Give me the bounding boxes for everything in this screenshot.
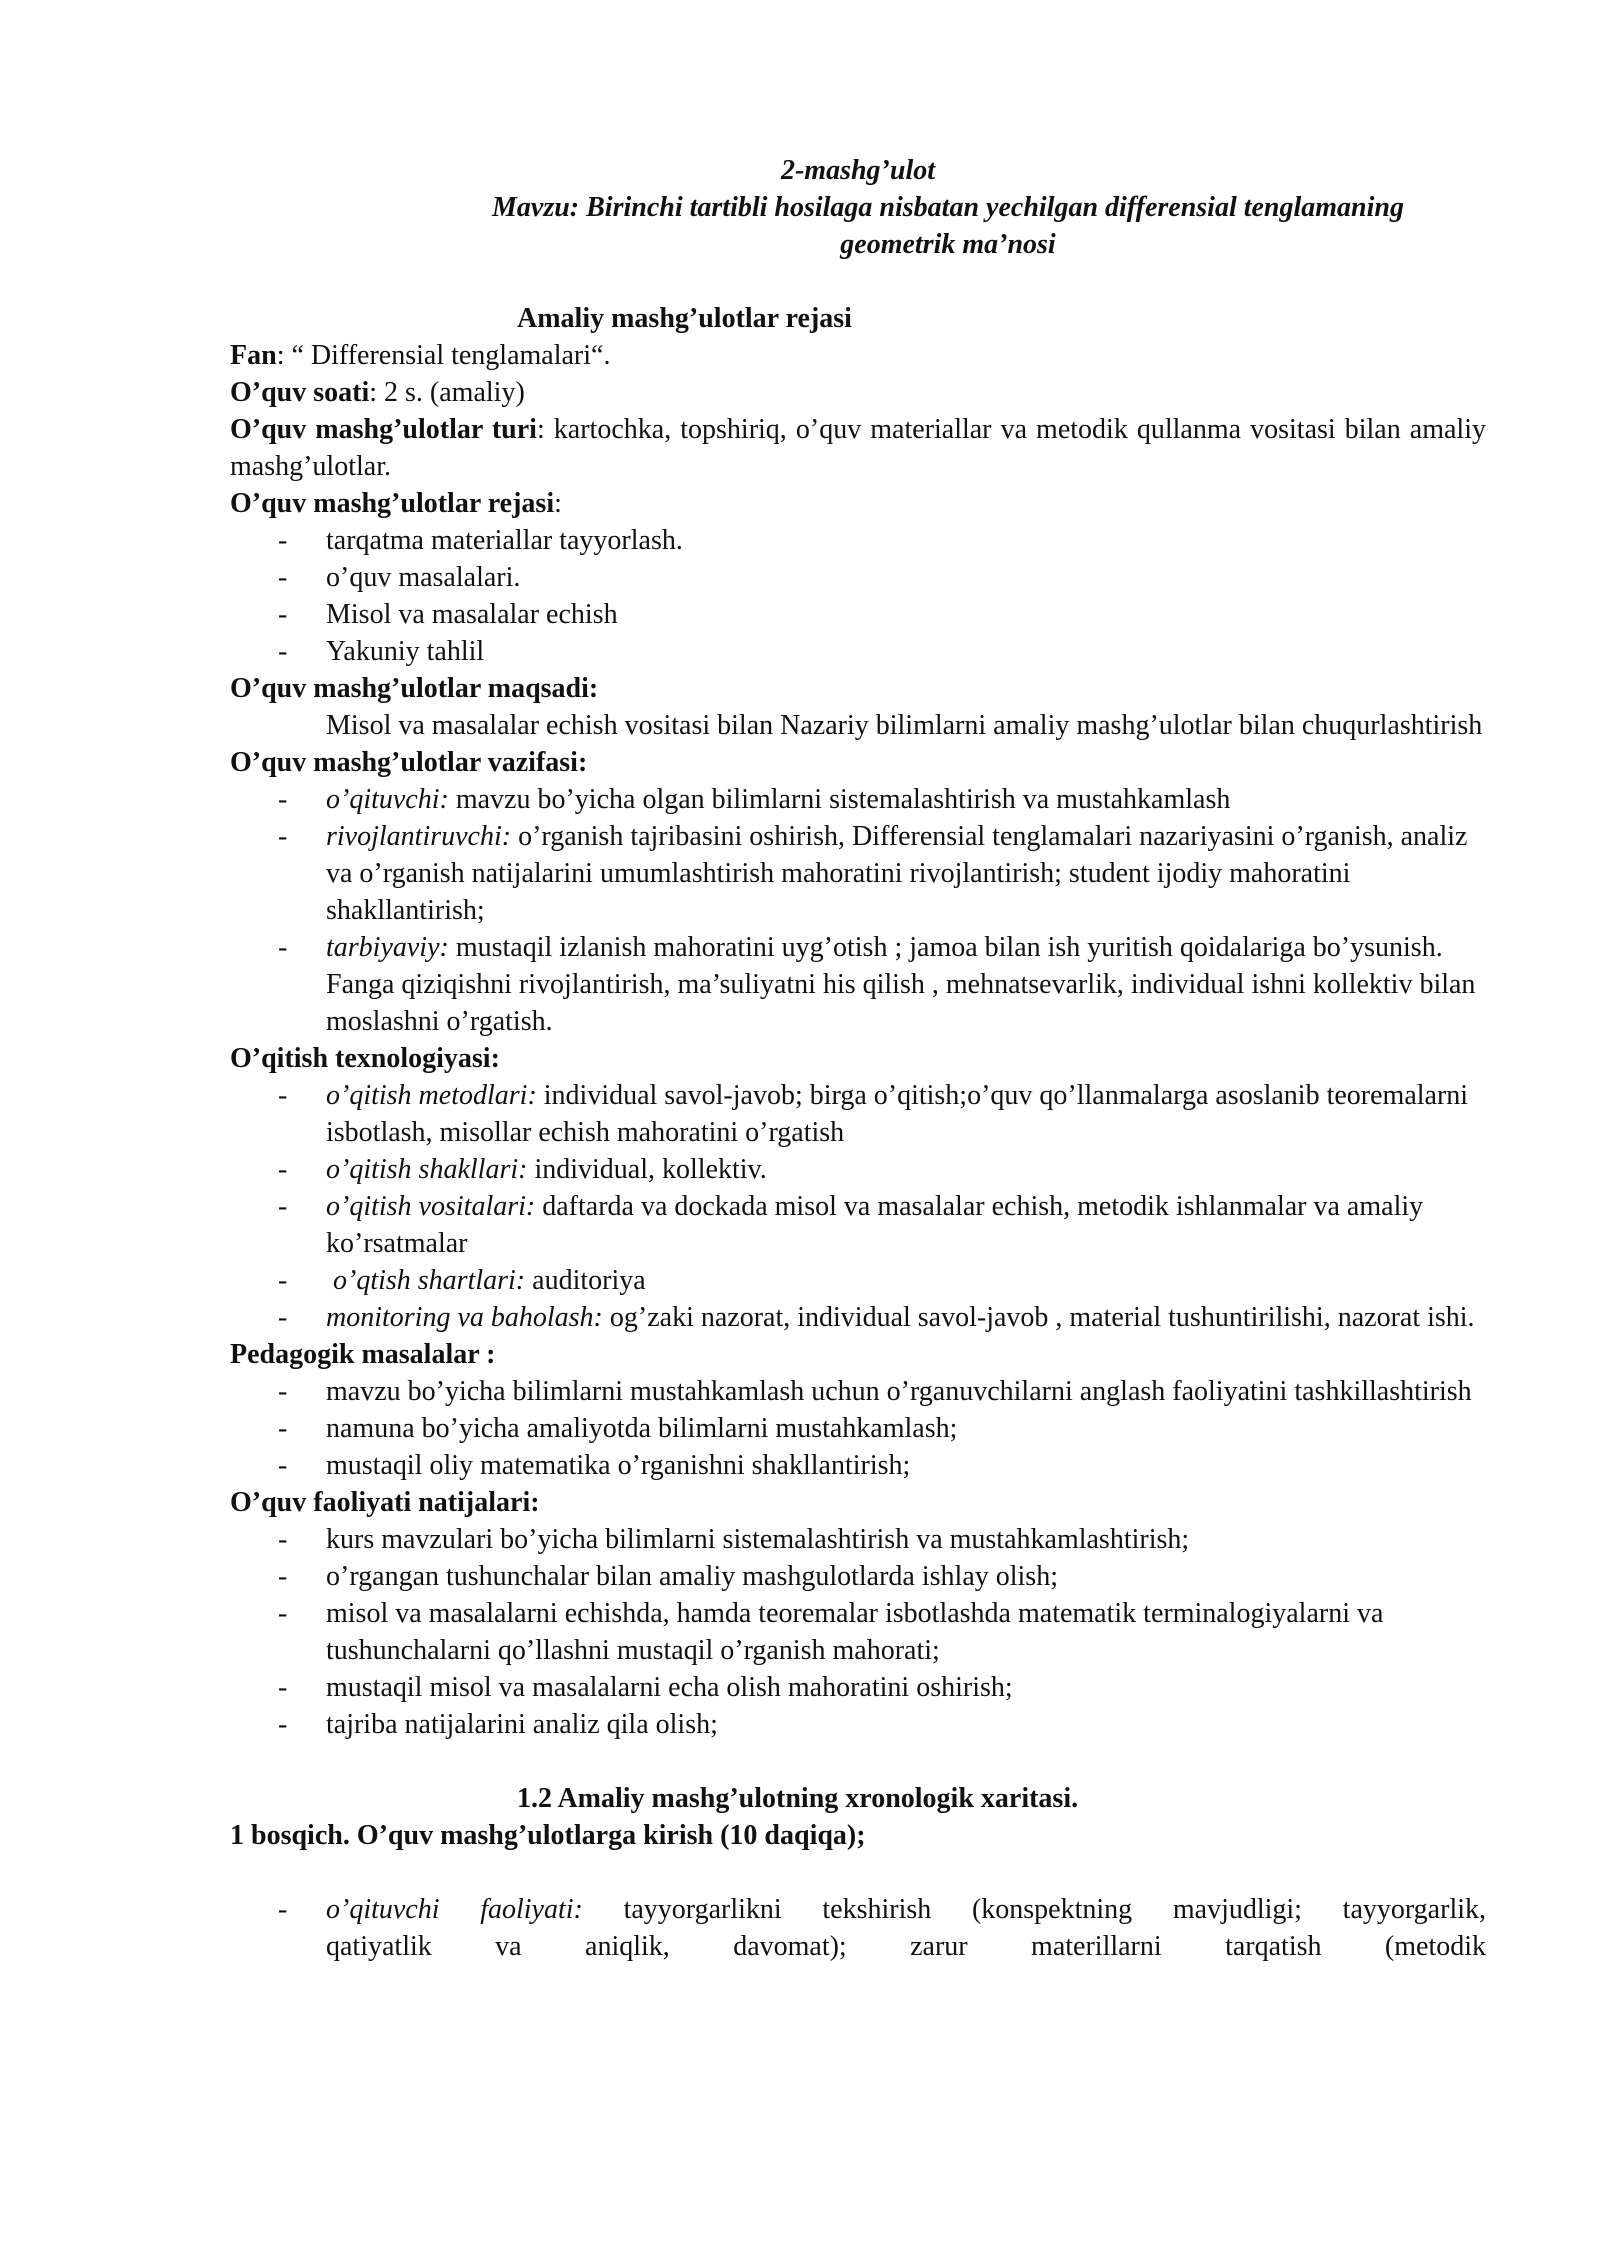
list-item — [230, 522, 1486, 559]
list-item-text: daftarda va dockada misol va masalalar echish, metodik ishlanmalar va amaliy ko’rsatmalar — [326, 1191, 1424, 1259]
texnologiya-heading: O’qitish texnologiyasi: — [230, 1043, 500, 1074]
rejasi-list — [230, 522, 1486, 670]
pedagogik-heading: Pedagogik masalalar : — [230, 1339, 496, 1370]
list-item-term: monitoring va baholash: — [326, 1302, 603, 1333]
list-item-text: mustaqil misol va masalalarni echa olish mahoratini oshirish; — [326, 1672, 1013, 1703]
list-item — [230, 1558, 1486, 1595]
dash-mark: - — [278, 1302, 288, 1333]
list-item-term: o’qituvchi faoliyati: — [326, 1894, 583, 1925]
list-item-text: o’rganish tajribasini oshirish, Differensial tenglamalari nazariyasini o’rganish, analiz va o’rganish natijalarini umumlashtirish mahoratini rivojlantirish; student ijodiy mahoratini shakllantirish; — [326, 821, 1468, 926]
list-item-term: o’qtish shartlari: — [326, 1265, 526, 1296]
list-item — [230, 1188, 1486, 1262]
soat-label: O’quv soati — [230, 377, 370, 408]
dash-mark: - — [278, 1709, 288, 1740]
fan-label: Fan — [230, 340, 277, 371]
vazifasi-heading: O’quv mashg’ulotlar vazifasi: — [230, 747, 588, 778]
list-item-text: kurs mavzulari bo’yicha bilimlarni sistemalashtirish va mustahkamlashtirish; — [326, 1524, 1190, 1555]
list-item-text: og’zaki nazorat, individual savol-javob , material tushuntirilishi, nazorat ishi. — [602, 1302, 1475, 1333]
list-item-text: namuna bo’yicha amaliyotda bilimlarni mustahkamlash; — [326, 1413, 958, 1444]
soat-line — [230, 374, 1486, 411]
list-item-text: mavzu bo’yicha bilimlarni mustahkamlash uchun o’rganuvchilarni anglash faoliyatini tashkillashtirish — [326, 1376, 1472, 1407]
list-item — [230, 1373, 1486, 1410]
rejasi-label: O’quv mashg’ulotlar rejasi — [230, 488, 555, 519]
dash-mark: - — [278, 1672, 288, 1703]
list-item — [230, 1447, 1486, 1484]
dash-mark: - — [278, 784, 288, 815]
dash-mark: - — [278, 1265, 288, 1296]
maqsadi-text: Misol va masalalar echish vositasi bilan Nazariy bilimlarni amaliy mashg’ulotlar bilan chuqurlashtirish — [326, 710, 1483, 741]
list-item-text: o’quv masalalari. — [326, 562, 521, 593]
dash-mark: - — [278, 932, 288, 963]
dash-mark: - — [278, 1080, 288, 1111]
list-item-term: o’qituvchi: — [326, 784, 449, 815]
dash-mark: - — [278, 1191, 288, 1222]
bosqich-1-heading: 1 bosqich. O’quv mashg’ulotlarga kirish (10 daqiqa); — [230, 1820, 866, 1851]
list-item — [230, 818, 1486, 929]
fan-value: : “ Differensial tenglamalari“. — [276, 340, 611, 371]
list-item-text: mustaqil izlanish mahoratini uyg’otish ; jamoa bilan ish yuritish qoidalariga bo’ysunish. Fanga qiziqishni rivojlantirish, ma’suliyatni his qilish , mehnatsevarlik, individual ishni kollektiv bilan moslashni o’rgatish. — [326, 932, 1476, 1037]
maqsadi-heading: O’quv mashg’ulotlar maqsadi: — [230, 673, 599, 704]
list-item-text: misol va masalalarni echishda, hamda teoremalar isbotlashda matematik terminalogiyalarni va tushunchalarni qo’llashni mustaqil o’rganish mahorati; — [326, 1598, 1384, 1666]
dash-mark: - — [278, 1376, 288, 1407]
list-item — [230, 1521, 1486, 1558]
dash-mark: - — [278, 1450, 288, 1481]
plan-title: Amaliy mashg’ulotlar rejasi — [517, 303, 852, 334]
dash-mark: - — [278, 1524, 288, 1555]
soat-value: : 2 s. (amaliy) — [369, 377, 525, 408]
list-item-term: o’qitish shakllari: — [326, 1154, 528, 1185]
list-item-term: o’qitish metodlari: — [326, 1080, 537, 1111]
list-item — [230, 1891, 1486, 1965]
list-item — [230, 633, 1486, 670]
vazifasi-list — [230, 781, 1486, 1040]
dash-mark: - — [278, 821, 288, 852]
list-item — [230, 781, 1486, 818]
list-item — [230, 1151, 1486, 1188]
list-item-term: o’qitish vositalari: — [326, 1191, 536, 1222]
list-item-text: Misol va masalalar echish — [326, 599, 618, 630]
turi-label: O’quv mashg’ulotlar turi — [230, 414, 537, 445]
list-item — [230, 1410, 1486, 1447]
topic-line-1: Mavzu: Birinchi tartibli hosilaga nisbatan yechilgan differensial tenglamaning — [492, 192, 1404, 223]
list-item-text: auditoriya — [525, 1265, 646, 1296]
list-item-text: o’rgangan tushunchalar bilan amaliy mashgulotlarda ishlay olish; — [326, 1561, 1058, 1592]
dash-mark: - — [278, 1598, 288, 1629]
texnologiya-list — [230, 1077, 1486, 1336]
turi-value: : kartochka, topshiriq, o’quv materiallar va metodik qullanma vositasi bilan amaliy mashg’ulotlar. — [230, 414, 1486, 482]
rejasi-suffix: : — [554, 488, 562, 519]
list-item-text: Yakuniy tahlil — [326, 636, 485, 667]
fan-line — [230, 337, 1486, 374]
list-item-text: tarqatma materiallar tayyorlash. — [326, 525, 683, 556]
topic-line-2: geometrik ma’nosi — [840, 229, 1056, 260]
dash-mark: - — [278, 636, 288, 667]
dash-mark: - — [278, 562, 288, 593]
list-item — [230, 1077, 1486, 1151]
natijalar-list — [230, 1521, 1486, 1743]
faoliyat-line-1 — [326, 1891, 1486, 1928]
dash-mark: - — [278, 599, 288, 630]
list-item-text: individual savol-javob; birga o’qitish;o’quv qo’llanmalarga asoslanib teoremalarni isbotlash, misollar echish mahoratini o’rgatish — [326, 1080, 1469, 1148]
faoliyat-list — [230, 1891, 1486, 1965]
list-item — [230, 1299, 1486, 1336]
turi-line — [230, 411, 1486, 485]
list-item — [230, 559, 1486, 596]
list-item-text: individual, kollektiv. — [527, 1154, 767, 1185]
list-item-text: mustaqil oliy matematika o’rganishni shakllantirish; — [326, 1450, 911, 1481]
pedagogik-list — [230, 1373, 1486, 1484]
dash-mark: - — [278, 1413, 288, 1444]
list-item — [230, 1262, 1486, 1299]
dash-mark: - — [278, 1894, 288, 1925]
dash-mark: - — [278, 1154, 288, 1185]
faoliyat-line-2: qatiyatlik va aniqlik, davomat); zarur materillarni tarqatish (metodik — [326, 1931, 1486, 1962]
xarita-title: 1.2 Amaliy mashg’ulotning xronologik xaritasi. — [517, 1783, 1079, 1814]
list-item-term: tarbiyaviy: — [326, 932, 449, 963]
rejasi-heading — [230, 485, 1486, 522]
list-item-text: tajriba natijalarini analiz qila olish; — [326, 1709, 718, 1740]
list-item — [230, 596, 1486, 633]
document-page — [230, 152, 1486, 1965]
list-item — [230, 929, 1486, 1040]
list-item — [230, 1669, 1486, 1706]
natijalar-heading: O’quv faoliyati natijalari: — [230, 1487, 540, 1518]
list-item-text: tayyorgarlikni tekshirish (konspektning mavjudligi; tayyorgarlik, — [582, 1894, 1486, 1925]
list-item-text: mavzu bo’yicha olgan bilimlarni sistemalashtirish va mustahkamlash — [448, 784, 1231, 815]
dash-mark: - — [278, 1561, 288, 1592]
list-item — [230, 1706, 1486, 1743]
list-item — [230, 1595, 1486, 1669]
list-item-term: rivojlantiruvchi: — [326, 821, 512, 852]
dash-mark: - — [278, 525, 288, 556]
lesson-number: 2-mashg’ulot — [780, 155, 936, 186]
